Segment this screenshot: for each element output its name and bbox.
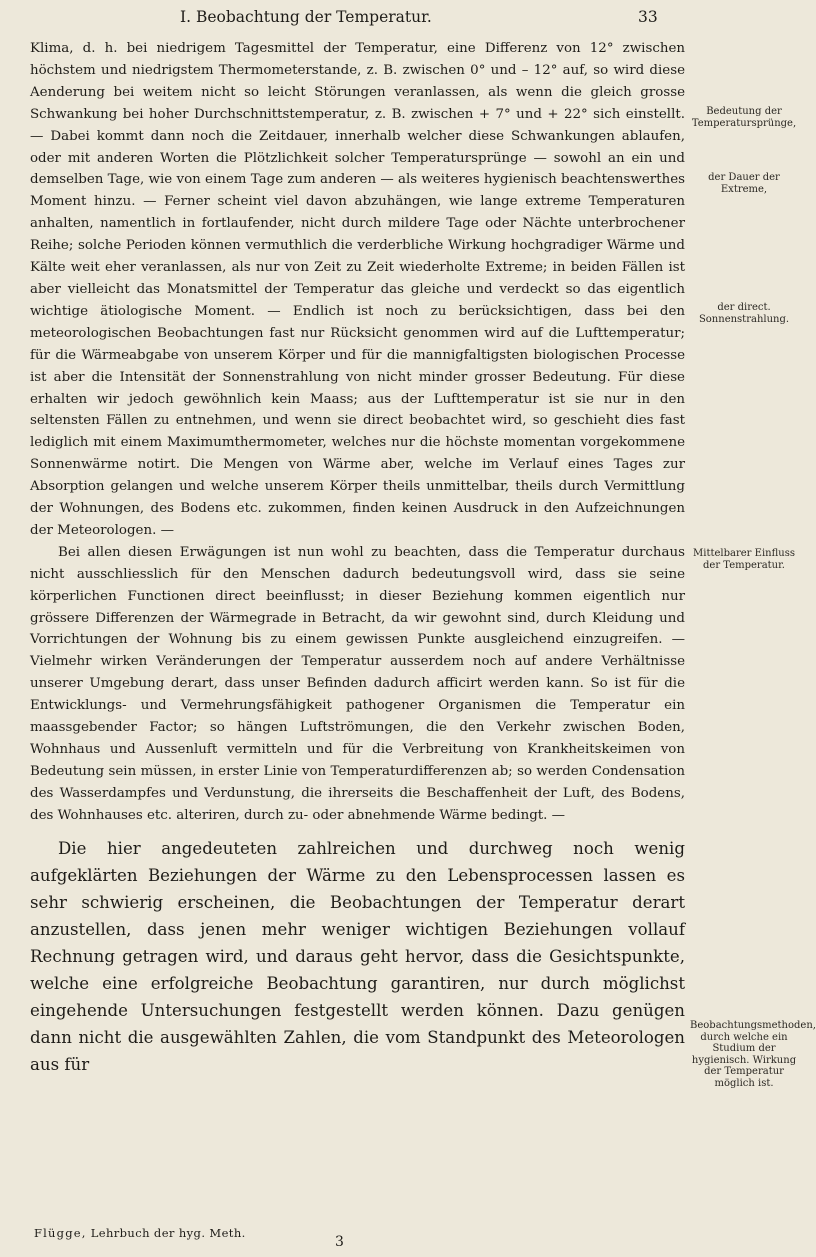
margin-note-duration-extremes: der Dauer der Extreme, (708, 172, 780, 195)
paragraph-indirect-influence: Bei allen diesen Erwägungen ist nun wohl zu beachten, dass die Temperatur durchaus nicht ausschliesslich für den Menschen dadurch bedeutungsvoll wird, dass sie seine körperlichen Functionen direct beeinflusst; in dieser Beziehung kommen eigentlich nur grössere Differenzen der Wärmegrade in Betracht, da wir gewohnt sind, durch Kleidung und Vorrichtungen der Wohnung bis zu einem gewissen Punkte ausgleichend einzugreifen. — Vielmehr wirken Veränderungen der Temperatur ausserdem noch auf andere Verhältnisse unserer Umgebung derart, dass unser Befinden dadurch afficirt werden kann. So ist für die Entwicklungs- und Vermehrungsfähigkeit pathogener Organismen die Temperatur ein maassgebender Factor; so hängen Luftströmungen, die den Verkehr zwischen Boden, Wohnhaus und Aussenluft vermitteln und für die Verbreitung von Krankheitskeimen von Bedeutung sein müssen, in erster Linie von Temperaturdifferenzen ab; so werden Condensation des Wasserdampfes und Verdunstung, die ihrerseits die Beschaffenheit der Luft, des Bodens, des Wohnhauses etc. alteriren, durch zu- oder abnehmende Wärme bedingt. — (30, 544, 685, 823)
footer-book-title: Lehrbuch der hyg. Meth. (90, 1226, 246, 1240)
margin-note-temperature-jumps: Bedeutung der Temperatursprünge, (691, 106, 797, 129)
large-print-section (30, 835, 685, 1078)
running-title: I. Beobachtung der Temperatur. (180, 8, 432, 26)
page-header (0, 6, 800, 34)
margin-note-observation-methods: Beobachtungsmethoden, durch welche ein Studium der hygienisch. Wirkung der Temperatur möglich ist. (690, 1020, 816, 1089)
paragraph-climate: Klima, d. h. bei niedrigem Tagesmittel der Temperatur, eine Differenz von 12° zwischen höchstem und niedrigstem Thermometerstande, z. B. zwischen 0° und – 12° auf, so wird diese Aenderung bei weitem nicht so leicht Störungen veranlassen, als wenn die gleich grosse Schwankung bei hoher Durchschnittstemperatur, z. B. zwischen + 7° und + 22° sich einstellt. — Dabei kommt dann noch die Zeitdauer, innerhalb welcher diese Schwankungen ablaufen, oder mit anderen Worten die Plötzlichkeit solcher Temperatursprünge — sowohl an ein und demselben Tage, wie von einem Tage zum anderen — als weiteres hygienisch beachtenswerthes Moment hinzu. — Ferner scheint viel davon abzuhängen, wie lange extreme Temperaturen anhalten, namentlich in fortlaufender, nicht durch mildere Tage oder Nächte unterbrochener Reihe; solche Perioden können vermuthlich die verderbliche Wirkung hochgradiger Wärme und Kälte weit eher veranlassen, als nur von Zeit zu Zeit wiederholte Extreme; in beiden Fällen ist aber vielleicht das Monatsmittel der Temperatur das gleiche und verdeckt so das eigentlich wichtige ätiologische Moment. — Endlich ist noch zu berücksichtigen, dass bei den meteorologischen Beobachtungen fast nur Rücksicht genommen wird auf die Lufttemperatur; für die Wärmeabgabe von unserem Körper und für die mannigfaltigsten biologischen Processe ist aber die Intensität der Sonnenstrahlung von nicht minder grosser Bedeutung. Für diese erhalten wir jedoch gewöhnlich kein Maass; aus der Lufttemperatur ist sie nur in den seltensten Fällen zu entnehmen, und wenn sie direct beobachtet wird, so geschieht dies fast lediglich mit einem Maximumthermometer, welches nur die höchste momentan vorgekommene Sonnenwärme notirt. Die Mengen von Wärme aber, welche im Verlauf eines Tages zur Absorption gelangen und welche unserem Körper theils unmittelbar, theils durch Vermittlung der Wohnungen, des Bodens etc. zukommen, finden keinen Ausdruck in den Aufzeichnungen der Meteorologen. — (30, 41, 685, 538)
signature-mark: 3 (335, 1234, 344, 1250)
footer-author: Flügge, (34, 1226, 87, 1240)
paragraph-observation-methods: Die hier angedeuteten zahlreichen und durchweg noch wenig aufgeklärten Beziehungen der Wärme zu den Lebensprocessen lassen es sehr schwierig erscheinen, die Beobachtungen der Temperatur derart anzustellen, dass jenen mehr weniger wichtigen Beziehungen vollauf Rechnung getragen wird, und daraus geht hervor, dass die Gesichtspunkte, welche eine erfolgreiche Beobachtung garantiren, nur durch möglichst eingehende Untersuchungen festgestellt werden können. Dazu genügen dann nicht die ausgewählten Zahlen, die vom Standpunkt des Meteorologen aus für (30, 838, 685, 1074)
margin-note-indirect-influence: Mittelbarer Einfluss der Temperatur. (693, 548, 795, 571)
page-number: 33 (638, 8, 658, 26)
page-footer (34, 1226, 246, 1240)
small-print-section (30, 38, 685, 827)
margin-note-solar-radiation: der direct. Sonnenstrahlung. (698, 302, 790, 325)
body-text (30, 38, 685, 1078)
